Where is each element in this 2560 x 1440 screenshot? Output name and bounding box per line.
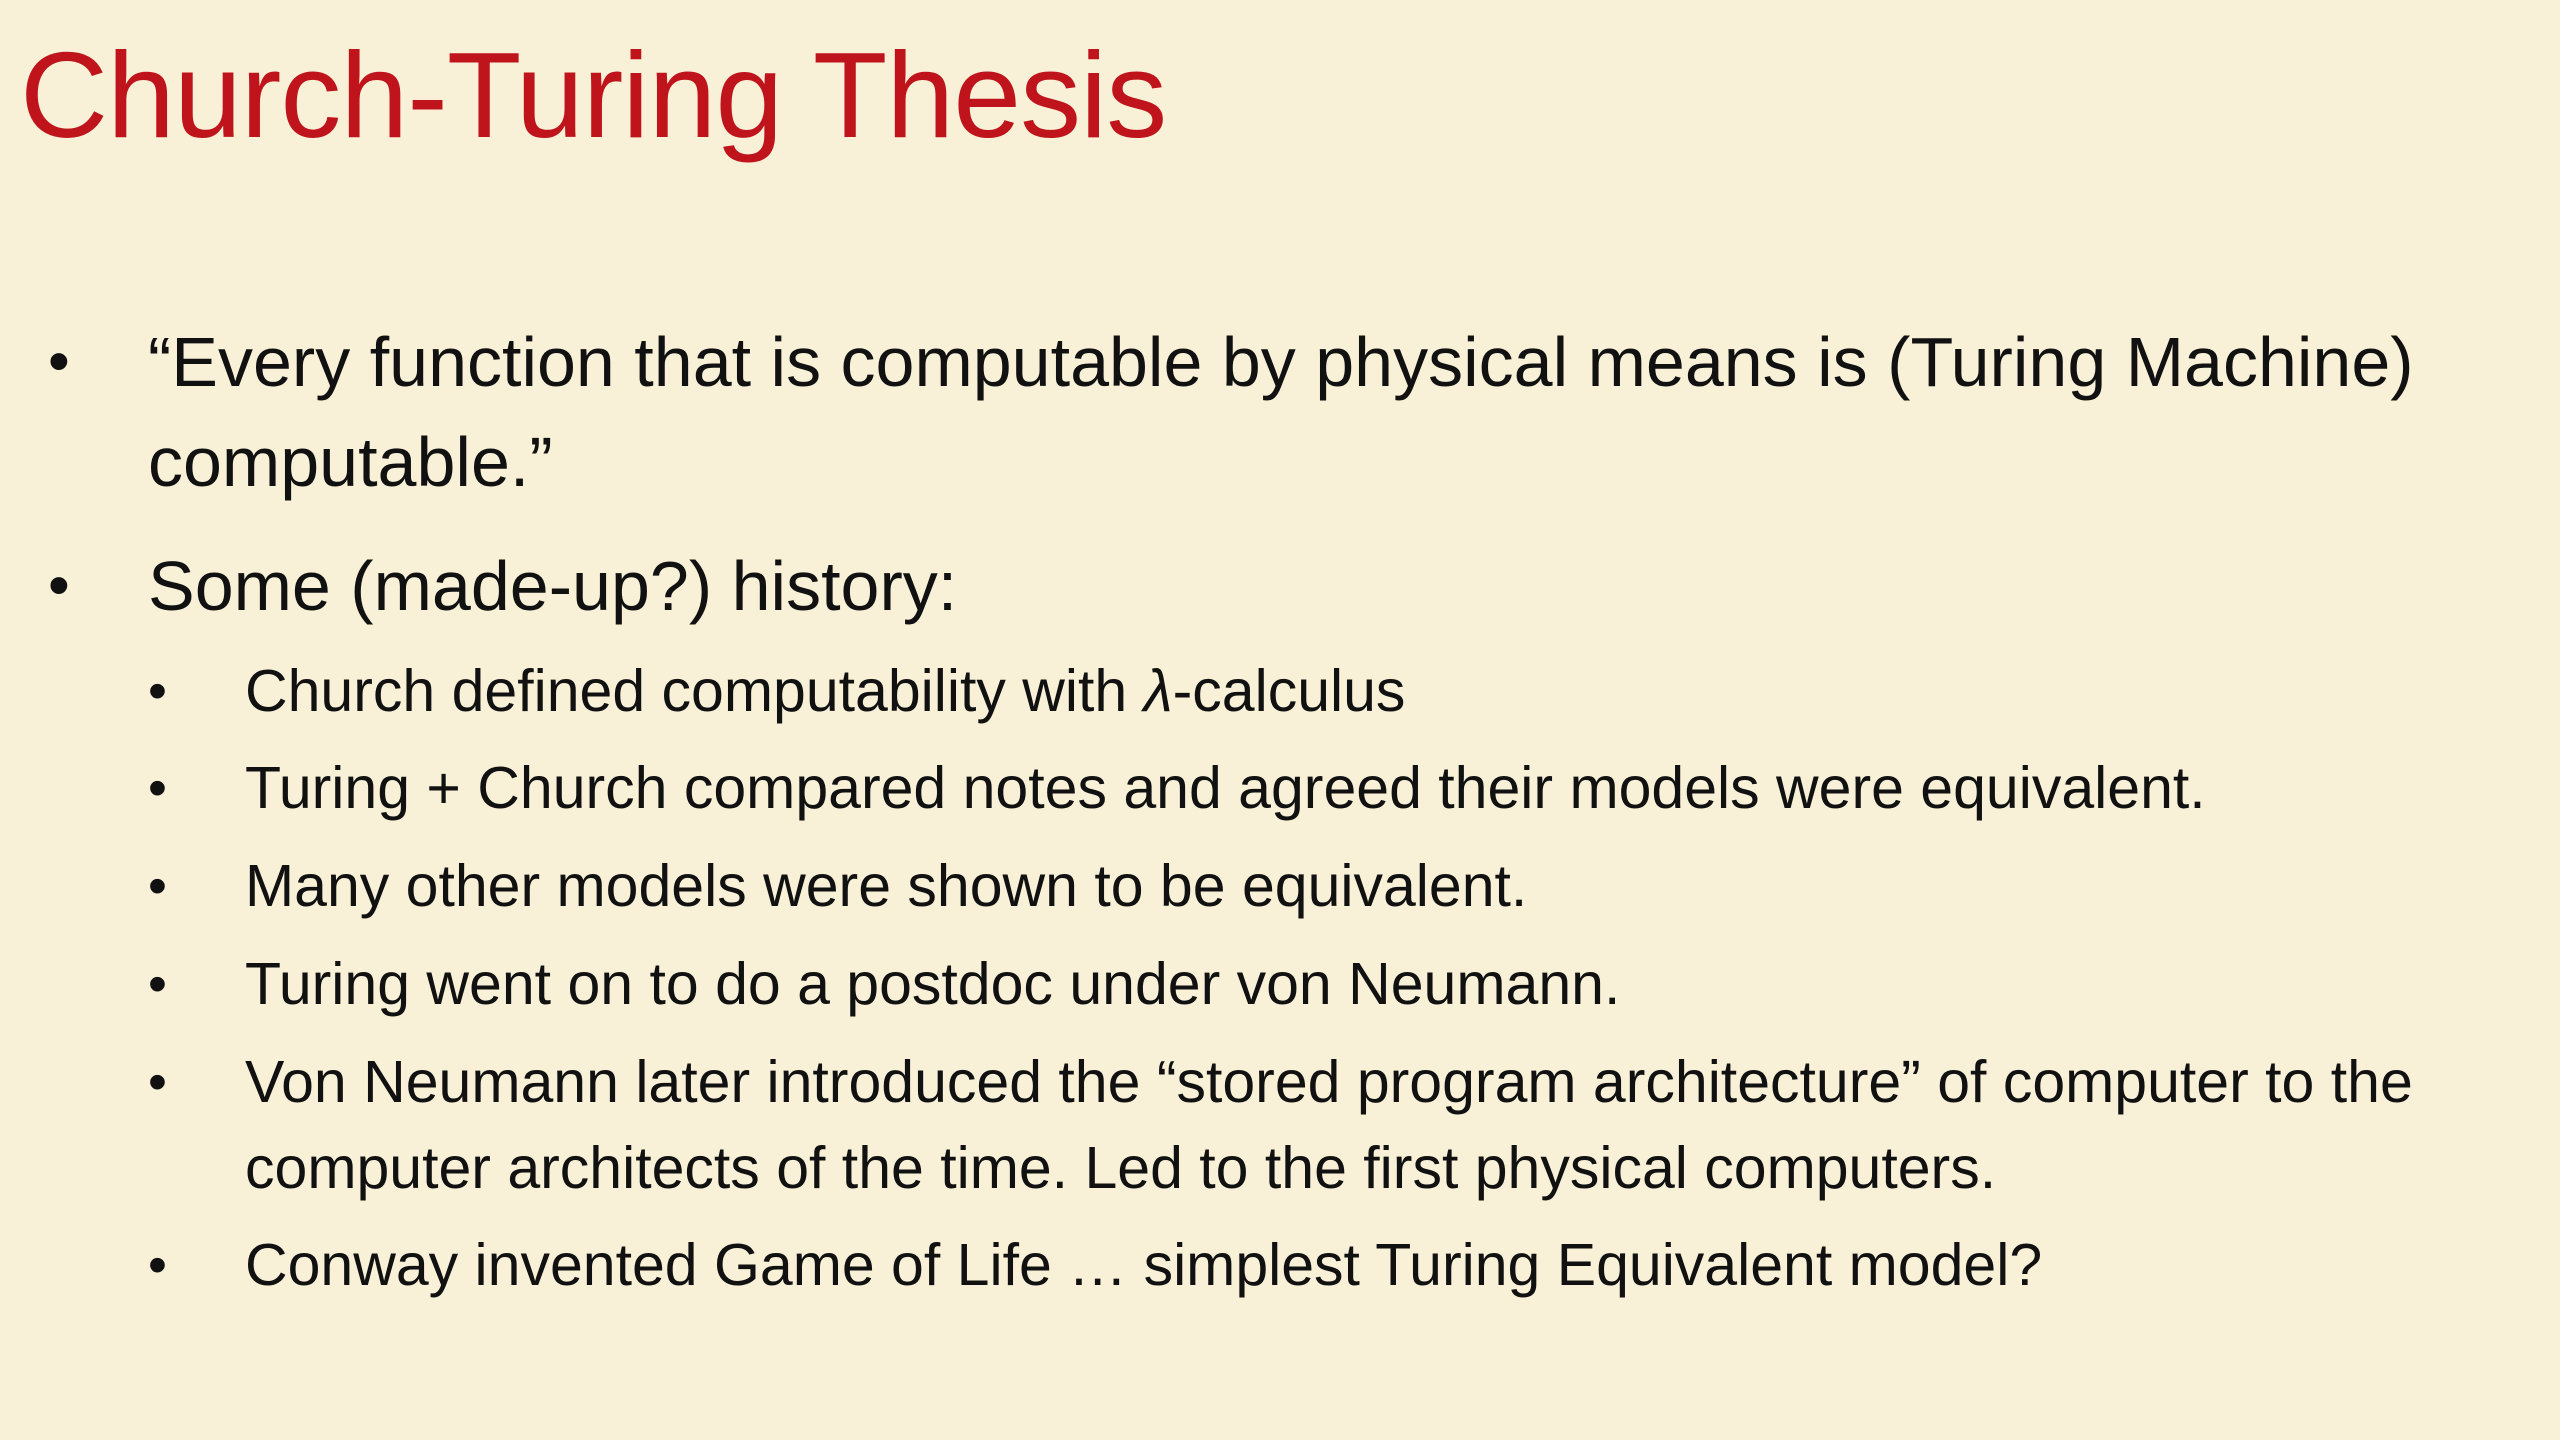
bullet-text: Some (made-up?) history: [148, 547, 958, 625]
sub-bullet-text: Turing + Church compared notes and agreed their models were equivalent. [245, 755, 2206, 821]
sub-bullet-text [245, 648, 2535, 734]
sub-bullet-text: Conway invented Game of Life … simplest Turing Equivalent model? [245, 1232, 2043, 1298]
bullet-icon: • [148, 1235, 167, 1295]
lambda-symbol: λ [1143, 658, 1173, 724]
sub-bullet-item-other-models [148, 843, 2535, 929]
bullet-item-quote [48, 312, 2478, 512]
bullet-text: “Every function that is computable by physical means is (Turing Machine) computable.” [148, 323, 2414, 501]
sub-bullet-prefix: Church defined computability with [245, 658, 1144, 724]
sub-bullet-suffix: -calculus [1172, 658, 1406, 724]
slide-title: Church-Turing Thesis [20, 27, 1167, 163]
bullet-icon: • [148, 856, 167, 916]
sub-bullet-text: Many other models were shown to be equivalent. [245, 853, 1528, 919]
bullet-icon: • [148, 758, 167, 818]
sub-bullet-item-stored-program [148, 1039, 2535, 1211]
sub-bullet-item-game-of-life [148, 1222, 2535, 1308]
sub-bullet-text: Turing went on to do a postdoc under von Neumann. [245, 951, 1621, 1017]
sub-bullet-text: Von Neumann later introduced the “stored program architecture” of computer to the computer architects of the time. Led to the first physical computers. [245, 1049, 2413, 1201]
bullet-icon: • [148, 1052, 167, 1112]
sub-bullet-item-postdoc [148, 941, 2535, 1027]
bullet-icon: • [148, 954, 167, 1014]
bullet-icon: • [48, 327, 70, 396]
bullet-item-history [48, 536, 2478, 636]
sub-bullet-item-equivalent-models [148, 745, 2535, 831]
bullet-icon: • [48, 551, 70, 620]
sub-bullet-item-church [148, 648, 2535, 734]
bullet-icon: • [148, 661, 167, 721]
